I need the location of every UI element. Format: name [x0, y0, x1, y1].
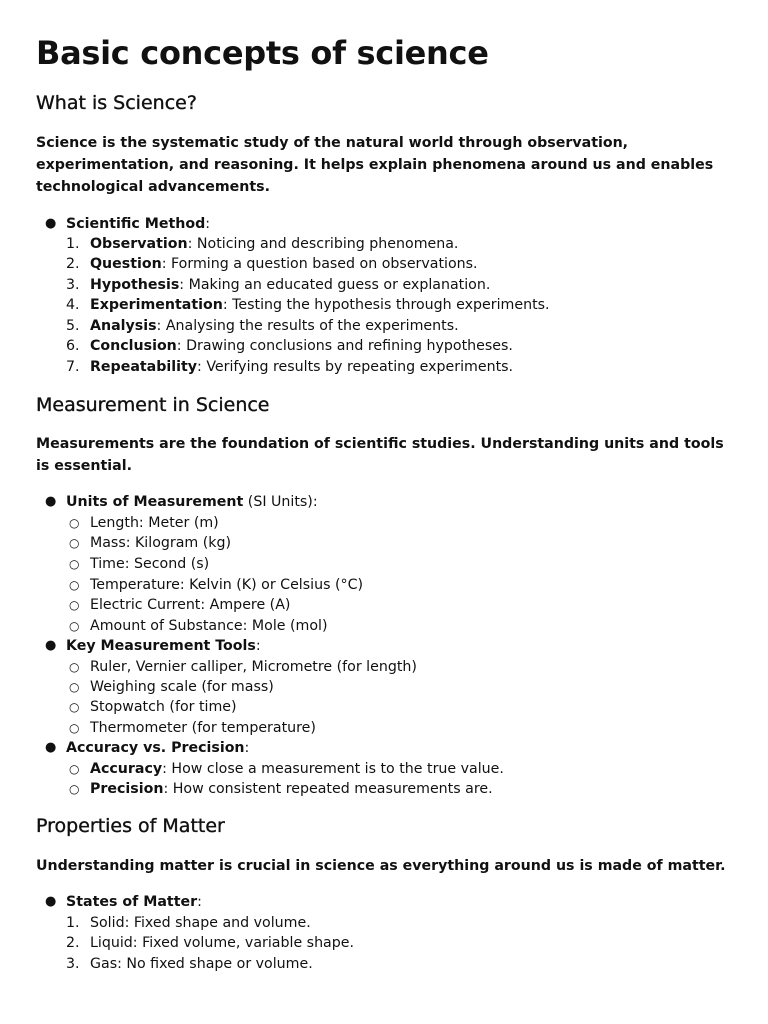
page-title: Basic concepts of science	[36, 34, 489, 72]
matter-intro: Understanding matter is crucial in science as everything around us is made of matter.	[36, 858, 726, 874]
section-heading-science: What is Science?	[36, 92, 197, 114]
bullet-marker: ●	[45, 216, 57, 231]
section-heading-measurement: Measurement in Science	[36, 394, 270, 416]
science-intro: Science is the systematic study of the natural world through observation, experimentation, and reasoning. It helps explain phenomena around us and enables technological advancements.	[36, 135, 714, 195]
section-heading-matter: Properties of Matter	[36, 815, 225, 837]
measurement-intro: Measurements are the foundation of scientific studies. Understanding units and tools is essential.	[36, 436, 724, 474]
